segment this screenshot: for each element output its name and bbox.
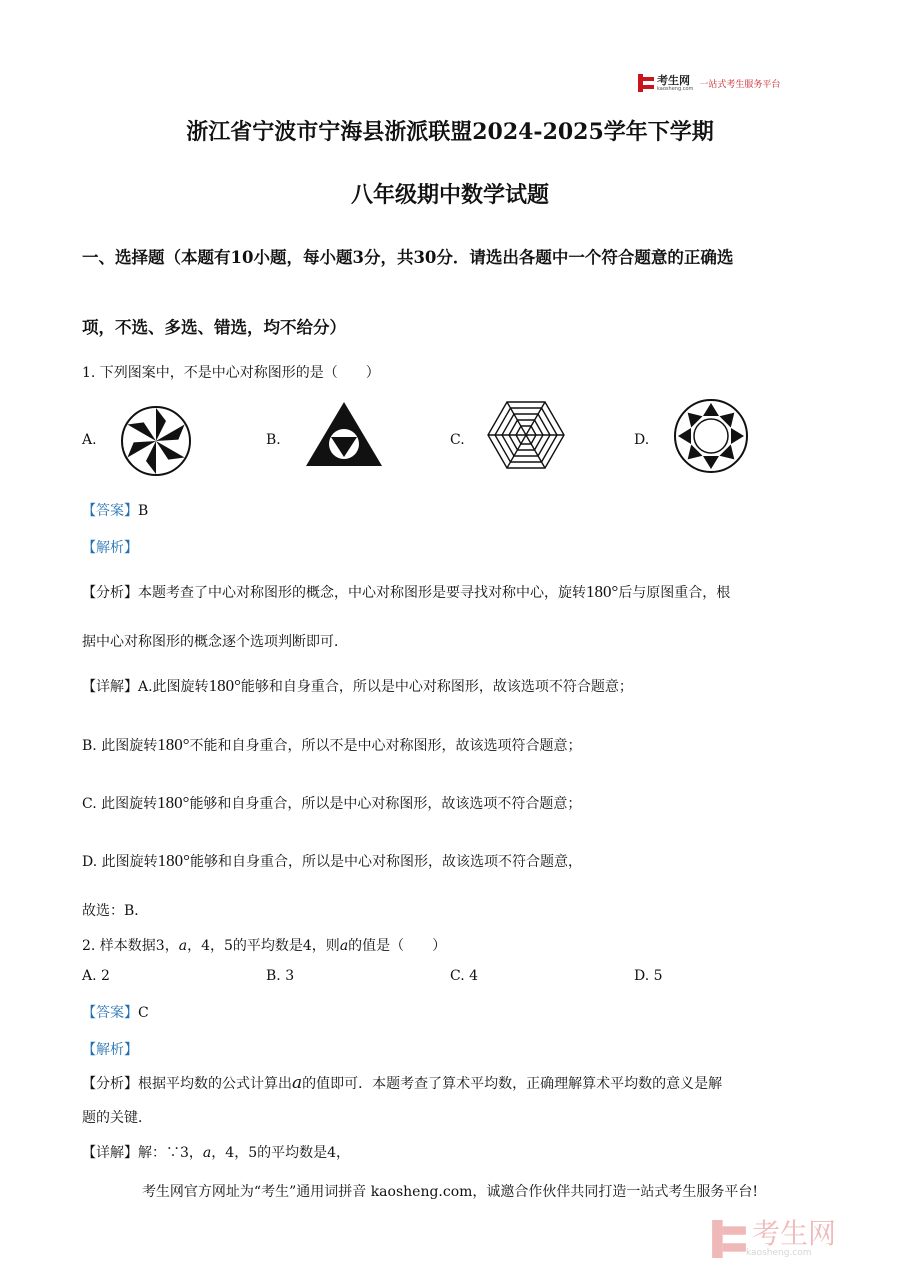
detail-text: D. 此图旋转 bbox=[82, 854, 158, 870]
watermark-logo-icon bbox=[712, 1220, 746, 1258]
detail-text: 不能和自身重合，所以不是中心对称图形，故该选项符合题意； bbox=[189, 738, 582, 754]
stem-text: 2. 样本数据3， bbox=[82, 938, 179, 954]
q1-fenxi-line2: 据中心对称图形的概念逐个选项判断即可． bbox=[82, 634, 348, 650]
page-title-line1: 浙江省宁波市宁海县浙派联盟2024-2025学年下学期 bbox=[186, 119, 714, 145]
detail-text: 能够和自身重合，所以是中心对称图形，故该选项不符合题意； bbox=[240, 679, 633, 695]
q1-detail-a bbox=[82, 676, 633, 696]
watermark bbox=[712, 1218, 872, 1260]
detail-text: 解：∵3， bbox=[138, 1145, 203, 1161]
q2-answer bbox=[82, 1002, 149, 1022]
page-title-line2: 八年级期中数学试题 bbox=[350, 182, 549, 208]
fenxi-tag: 【分析】 bbox=[82, 1076, 138, 1092]
detail-text: 能够和自身重合，所以是中心对称图形，故该选项不符合题意， bbox=[189, 854, 582, 870]
answer-value: B bbox=[138, 503, 149, 519]
triangle-figure-icon bbox=[304, 400, 384, 470]
answer-value: C bbox=[138, 1005, 149, 1021]
q2-fenxi-line2: 题的关键． bbox=[82, 1110, 152, 1126]
detail-text: ，4，5的平均数是4， bbox=[211, 1145, 351, 1161]
detail-text: B. 此图旋转 bbox=[82, 738, 158, 754]
section-heading-line1: 一、选择题（本题有10小题，每小题3分，共30分．请选出各题中一个符合题意的正确选 bbox=[82, 248, 734, 267]
detail-tag: 【详解】 bbox=[82, 1145, 138, 1161]
logo-en: kaosheng.com bbox=[657, 85, 694, 92]
detail-text: A.此图旋转 bbox=[138, 679, 209, 695]
degree-value: 180° bbox=[586, 582, 619, 601]
answer-tag: 【答案】 bbox=[82, 503, 138, 519]
fenxi-text: 本题考查了中心对称图形的概念，中心对称图形是要寻找对称中心，旋转 bbox=[138, 585, 586, 601]
q2-option-b: B. 3 bbox=[266, 968, 295, 984]
pinwheel-figure-icon bbox=[120, 405, 192, 477]
q2-stem bbox=[82, 935, 446, 955]
detail-text: 能够和自身重合，所以是中心对称图形，故该选项不符合题意； bbox=[189, 796, 582, 812]
variable-a: a bbox=[339, 938, 349, 954]
kaosheng-logo-icon bbox=[638, 74, 654, 92]
q1-detail-b bbox=[82, 735, 582, 755]
logo-text bbox=[657, 75, 693, 92]
answer-tag: 【答案】 bbox=[82, 1005, 138, 1021]
q1-detail-d bbox=[82, 851, 582, 871]
fenxi-text: 根据平均数的公式计算出 bbox=[138, 1076, 292, 1092]
fenxi-text: 后与原图重合，根 bbox=[618, 585, 731, 601]
q1-option-b-label: B. bbox=[266, 432, 281, 448]
q1-answer bbox=[82, 500, 148, 520]
degree-value: 180° bbox=[157, 851, 190, 870]
circle-triangles-figure-icon bbox=[673, 398, 749, 474]
q2-option-c: C. 4 bbox=[450, 968, 479, 984]
q1-detail-c bbox=[82, 793, 581, 813]
q1-stem: 1. 下列图案中，不是中心对称图形的是（ ） bbox=[82, 365, 380, 381]
fenxi-tag: 【分析】 bbox=[82, 585, 138, 601]
detail-text: C. 此图旋转 bbox=[82, 796, 158, 812]
footer-text: 考生网官方网址为“考生”通用词拼音 kaosheng.com，诚邀合作伙伴共同打造一站式考生服务平台! bbox=[141, 1184, 759, 1200]
q2-fenxi-line1 bbox=[82, 1073, 722, 1093]
degree-value: 180° bbox=[157, 793, 190, 812]
stem-text: 的值是（ ） bbox=[348, 938, 447, 954]
section-heading-line2: 项，不选、多选、错选，均不给分） bbox=[82, 318, 346, 337]
detail-tag: 【详解】 bbox=[82, 679, 138, 695]
fenxi-text: 的值即可．本题考查了算术平均数，正确理解算术平均数的意义是解 bbox=[302, 1076, 723, 1092]
logo-cn: 考生网 bbox=[657, 73, 690, 87]
q2-option-a: A. 2 bbox=[82, 968, 110, 984]
q2-detail bbox=[82, 1142, 350, 1162]
q1-fenxi-line1 bbox=[82, 582, 730, 602]
hexagon-figure-icon bbox=[486, 398, 566, 472]
q1-conclusion: 故选：B． bbox=[82, 903, 149, 919]
q1-option-d-label: D. bbox=[634, 432, 650, 448]
q1-option-c-label: C. bbox=[450, 432, 465, 448]
logo-slogan: 一站式考生服务平台 bbox=[699, 79, 781, 90]
stem-text: ，4，5的平均数是4，则 bbox=[187, 938, 340, 954]
q2-analysis-tag: 【解析】 bbox=[82, 1042, 138, 1058]
watermark-text-block bbox=[746, 1217, 837, 1258]
degree-value: 180° bbox=[157, 735, 190, 754]
watermark-text: 考生网 bbox=[752, 1217, 837, 1250]
q1-analysis-tag: 【解析】 bbox=[82, 540, 138, 556]
variable-a: a bbox=[178, 938, 188, 954]
degree-value: 180° bbox=[208, 676, 241, 695]
q1-option-a-label: A. bbox=[82, 432, 97, 448]
header-logo bbox=[638, 72, 808, 94]
variable-a: a bbox=[202, 1145, 212, 1161]
watermark-sub: kaosheng.com bbox=[746, 1248, 812, 1258]
variable-a: a bbox=[292, 1073, 303, 1093]
q2-option-d: D. 5 bbox=[634, 968, 663, 984]
